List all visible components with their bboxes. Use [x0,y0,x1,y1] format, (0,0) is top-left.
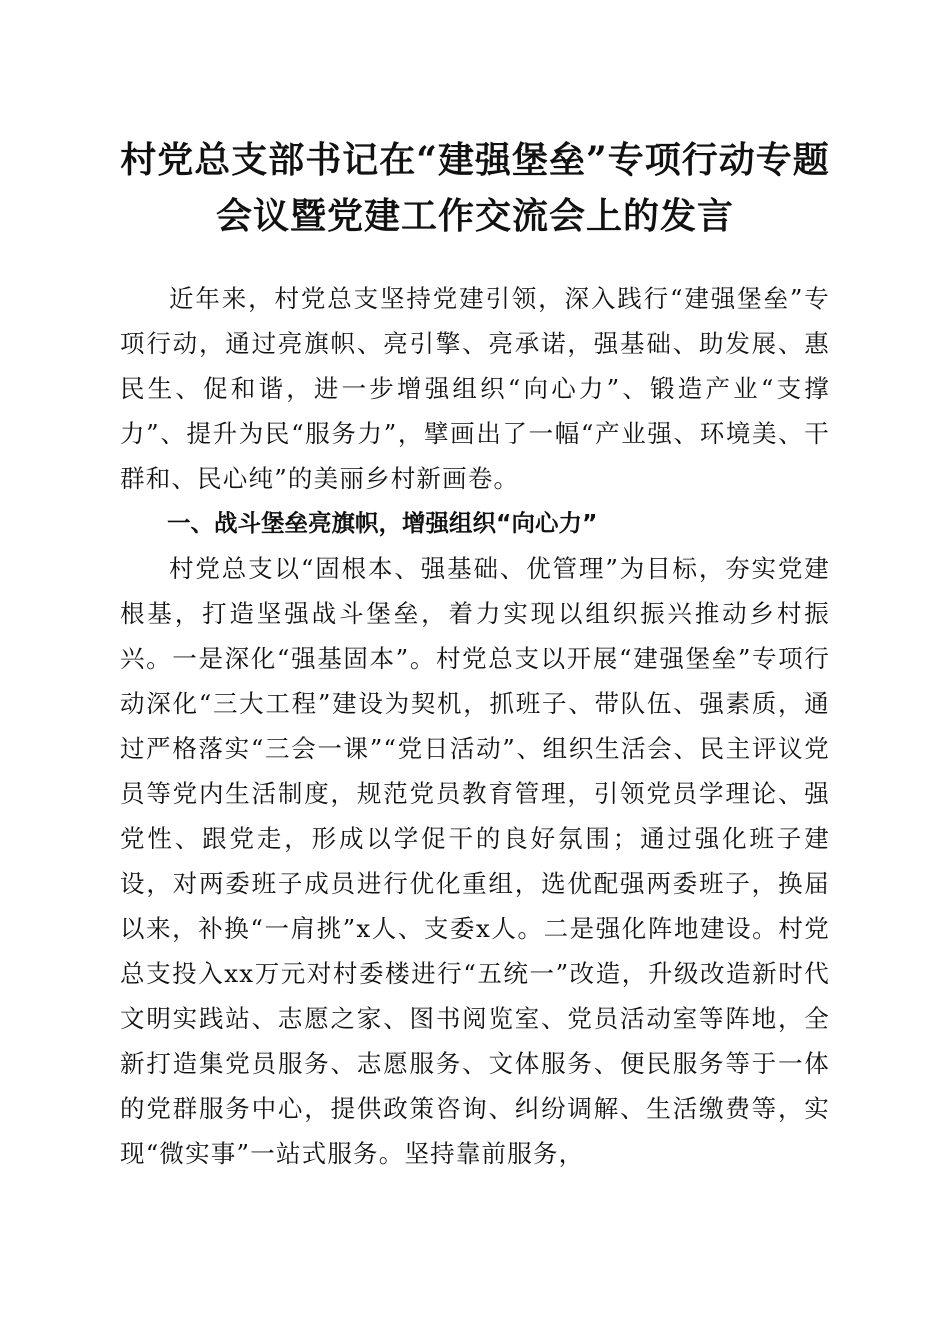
title-line-1: 村党总支部书记在“建强堡垒”专项行动专题 [120,139,830,181]
title-line-2: 会议暨党建工作交流会上的发言 [215,195,734,237]
document-title [90,132,860,244]
section-1-heading: 一、战斗堡垒亮旗帜，增强组织“向心力” [167,509,598,537]
section-1-paragraph: 村党总支以“固根本、强基础、优管理”为目标，夯实党建根基，打造坚强战斗堡垒，着力实现以组织振兴推动乡村振兴。一是深化“强基固本”。村党总支以开展“建强堡垒”专项行动深化“三大工程”建设为契机，抓班子、带队伍、强素质，通过严格落实“三会一课”“党日活动”、组织生活会、民主评议党员等党内生活制度，规范党员教育管理，引领党员学理论、强党性、跟党走，形成以学促干的良好氛围；通过强化班子建设，对两委班子成员进行优化重组，选优配强两委班子，换届以来，补换“一肩挑”x人、支委x人。二是强化阵地建设。村党总支投入xx万元对村委楼进行“五统一”改造，升级改造新时代文明实践站、志愿之家、图书阅览室、党员活动室等阵地，全新打造集党员服务、志愿服务、文体服务、便民服务等于一体的党群服务中心，提供政策咨询、纠纷调解、生活缴费等，实现“微实事”一站式服务。坚持靠前服务， [120,554,830,1168]
intro-paragraph: 近年来，村党总支坚持党建引领，深入践行“建强堡垒”专项行动，通过亮旗帜、亮引擎、亮承诺，强基础、助发展、惠民生、促和谐，进一步增强组织“向心力”、锻造产业“支撑力”、提升为民“服务力”，擘画出了一幅“产业强、环境美、干群和、民心纯”的美丽乡村新画卷。 [120,284,830,493]
document-body [120,276,830,1176]
